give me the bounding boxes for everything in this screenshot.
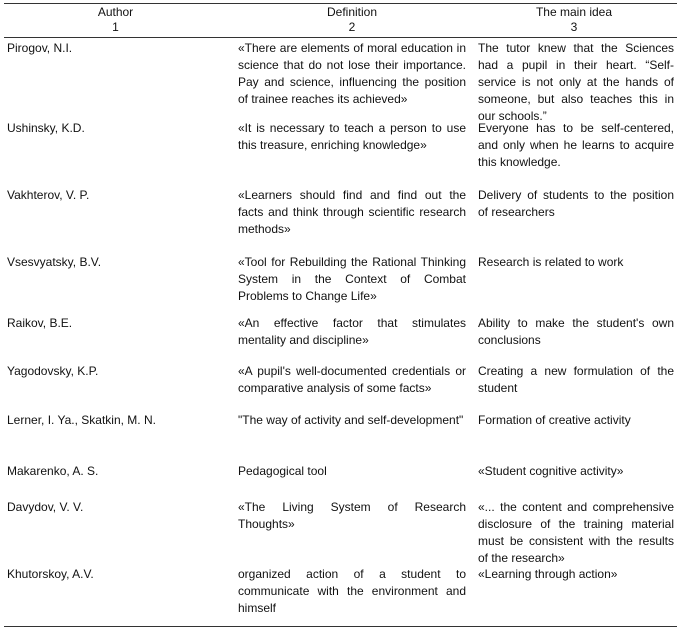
main-idea-cell: «Learning through action» xyxy=(478,567,618,581)
definition-cell: «An effective factor that stimulates mentality and discipline» xyxy=(238,316,466,347)
author-cell: Makarenko, A. S. xyxy=(7,464,99,478)
table-row xyxy=(4,361,677,410)
main-idea-cell: Delivery of students to the position of researchers xyxy=(478,188,674,219)
header-main-idea xyxy=(474,5,674,35)
author-cell: Davydov, V. V. xyxy=(7,500,84,514)
table-row xyxy=(4,461,677,497)
table-row xyxy=(4,410,677,461)
author-cell: Pirogov, N.I. xyxy=(7,41,73,55)
table-row xyxy=(4,252,677,313)
definition-cell: «It is necessary to teach a person to use this treasure, enriching knowledge» xyxy=(238,121,466,152)
table-row xyxy=(4,185,677,252)
table-row xyxy=(4,38,677,123)
main-idea-cell: Formation of creative activity xyxy=(478,413,631,427)
main-idea-cell: Creating a new formulation of the student xyxy=(478,364,674,395)
header-author xyxy=(4,5,227,35)
definition-cell: «A pupil's well-documented credentials or comparative analysis of some facts» xyxy=(238,364,466,395)
definition-cell: "The way of activity and self-development" xyxy=(238,413,464,427)
author-cell: Vsesvyatsky, B.V. xyxy=(7,255,102,269)
header-definition xyxy=(236,5,468,35)
main-idea-cell: «... the content and comprehensive disclosure of the training material must be consistent with the results of the research» xyxy=(478,500,674,565)
header-main-idea-number: 3 xyxy=(570,20,578,34)
table-row xyxy=(4,118,677,185)
definition-cell: «There are elements of moral education in science that do not lose their importance. Pay and science, influencing the position of trainee reaches its achieved» xyxy=(238,41,466,106)
comparison-table xyxy=(4,3,677,627)
definition-cell: «The Living System of Research Thoughts» xyxy=(238,500,466,531)
author-cell: Lerner, I. Ya., Skatkin, M. N. xyxy=(7,413,156,427)
table-header xyxy=(4,4,677,38)
header-author-number: 1 xyxy=(112,20,119,34)
main-idea-cell: «Student cognitive activity» xyxy=(478,464,624,478)
author-cell: Ushinsky, K.D. xyxy=(7,121,85,135)
table-row xyxy=(4,313,677,361)
definition-cell: Pedagogical tool xyxy=(238,464,327,478)
header-definition-number: 2 xyxy=(348,20,356,34)
header-main-idea-title: The main idea xyxy=(535,5,613,19)
main-idea-cell: The tutor knew that the Sciences had a pupil in their heart. “Self-service is not only at the hands of someone, but also teaches this in our schools.” xyxy=(478,41,674,123)
definition-cell: «Learners should find and find out the facts and think through scientific research methods» xyxy=(238,188,466,236)
author-cell: Raikov, B.E. xyxy=(7,316,73,330)
table-row xyxy=(4,564,677,626)
header-definition-title: Definition xyxy=(326,5,378,19)
main-idea-cell: Ability to make the student's own conclusions xyxy=(478,316,674,347)
author-cell: Yagodovsky, K.P. xyxy=(7,364,99,378)
definition-cell: organized action of a student to communicate with the environment and himself xyxy=(238,567,466,615)
main-idea-cell: Research is related to work xyxy=(478,255,624,269)
table-row xyxy=(4,497,677,564)
main-idea-cell: Everyone has to be self-centered, and only when he learns to acquire this knowledge. xyxy=(478,121,674,169)
header-author-title: Author xyxy=(97,5,134,19)
author-cell: Vakhterov, V. P. xyxy=(7,188,90,202)
definition-cell: «Tool for Rebuilding the Rational Thinking System in the Context of Combat Problems to Change Life» xyxy=(238,255,466,303)
author-cell: Khutorskoy, A.V. xyxy=(7,567,94,581)
